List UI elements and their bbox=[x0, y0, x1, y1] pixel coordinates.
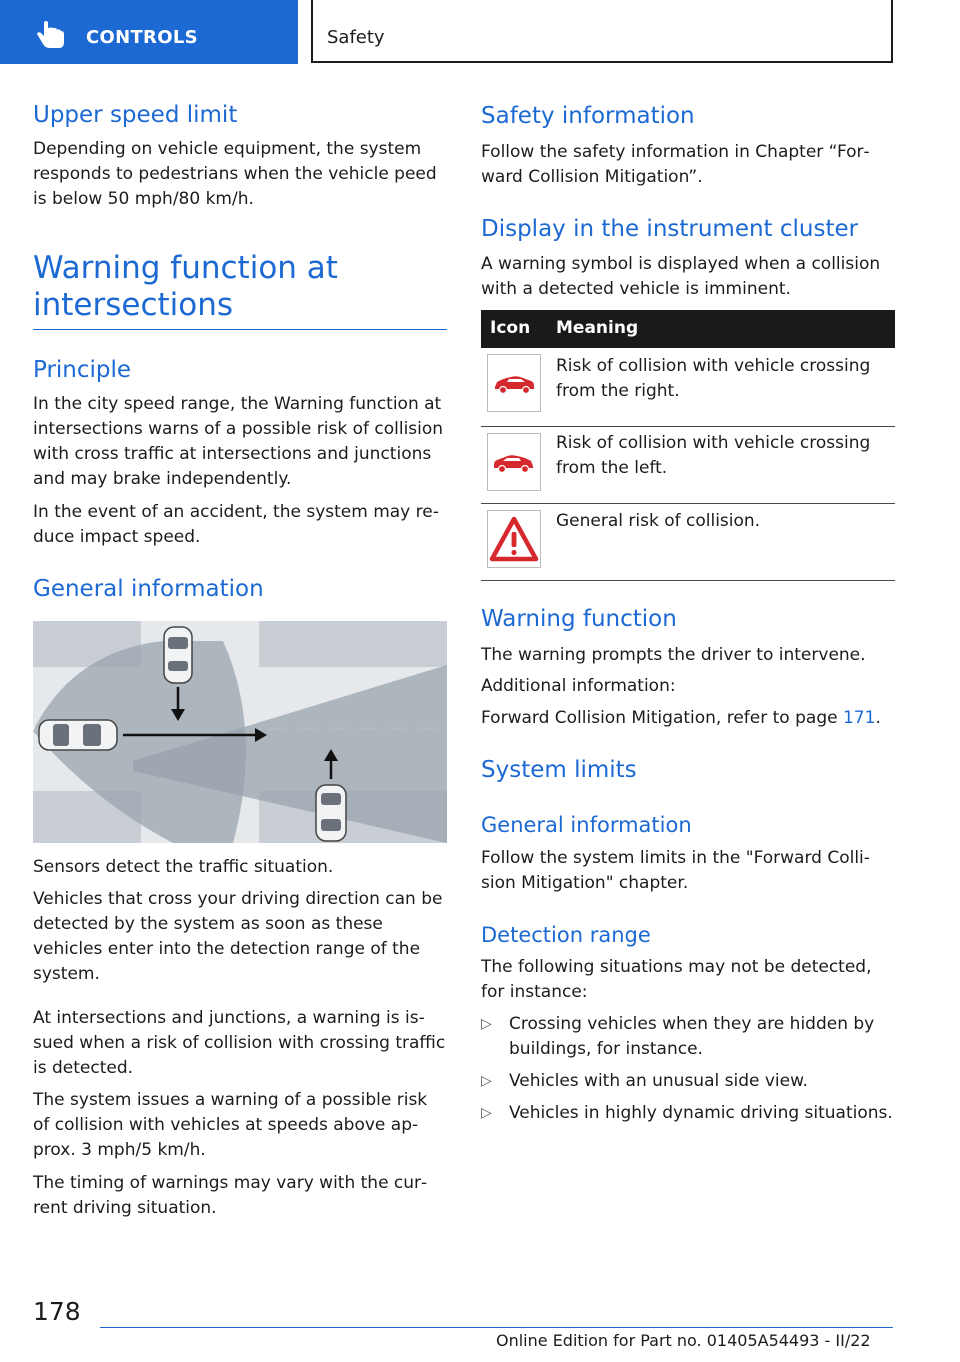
car-top bbox=[164, 627, 192, 683]
reference-period: . bbox=[875, 708, 881, 728]
car-left bbox=[39, 720, 117, 750]
row-meaning: Risk of collision with vehicle crossing from the right. bbox=[556, 356, 871, 401]
warning-function-text-2: Additional information: bbox=[481, 676, 676, 696]
table-row bbox=[481, 348, 895, 427]
warning-triangle-icon bbox=[487, 510, 541, 568]
principle-paragraph-1: In the city speed range, the Warning function at intersections warns of a possible risk of collision with cross traffic at intersections and junctions and may brake independently. bbox=[33, 394, 444, 489]
table-col-meaning: Meaning bbox=[556, 318, 639, 338]
table-row bbox=[481, 503, 895, 581]
principle-heading: Principle bbox=[33, 357, 132, 383]
warning-function-text-1: The warning prompts the driver to intervene. bbox=[481, 645, 866, 665]
detection-range-text: The following situations may not be detected, for instance: bbox=[481, 957, 872, 1002]
warning-intersections-heading: Warning function at intersections bbox=[33, 250, 338, 323]
warning-function-heading: Warning function bbox=[481, 606, 677, 632]
display-cluster-text: A warning symbol is displayed when a collision with a detected vehicle is imminent. bbox=[481, 254, 881, 299]
page-number: 178 bbox=[33, 1297, 81, 1326]
upper-speed-heading: Upper speed limit bbox=[33, 102, 238, 128]
row-meaning: Risk of collision with vehicle crossing from the left. bbox=[556, 433, 871, 478]
general-paragraph-3: At intersections and junctions, a warning is issued when a risk of collision with crossing traffic is detected. bbox=[33, 1008, 446, 1078]
list-item-text: Vehicles in highly dynamic driving situations. bbox=[509, 1103, 893, 1123]
table-col-icon: Icon bbox=[490, 318, 531, 338]
display-cluster-heading: Display in the instrument cluster bbox=[481, 216, 859, 242]
safety-info-text: Follow the safety information in Chapter “Forward Collision Mitigation”. bbox=[481, 142, 870, 187]
general-paragraph-5: The timing of warnings may vary with the current driving situation. bbox=[33, 1173, 428, 1218]
hand-pointer-icon bbox=[34, 20, 68, 50]
edition-footer: Online Edition for Part no. 01405A54493 - II/22 bbox=[496, 1331, 871, 1350]
detection-range-heading: Detection range bbox=[481, 923, 651, 947]
general-paragraph-4: The system issues a warning of a possible risk of collision with vehicles at speeds above approx. 3 mph/5 km/h. bbox=[33, 1090, 428, 1160]
list-item-text: Vehicles with an unusual side view. bbox=[509, 1071, 808, 1091]
intersection-illustration bbox=[33, 621, 447, 843]
bullet-triangle-icon: ▷ bbox=[481, 1016, 492, 1032]
chapter-tab[interactable] bbox=[0, 0, 298, 64]
car-crossing-right-icon bbox=[487, 354, 541, 412]
chapter-label: CONTROLS bbox=[86, 27, 198, 48]
general-paragraph-2: Vehicles that cross your driving direction can be detected by the system as soon as these vehicles enter into the detection range of the system. bbox=[33, 889, 443, 984]
safety-info-heading: Safety information bbox=[481, 103, 695, 129]
principle-paragraph-2: In the event of an accident, the system may reduce impact speed. bbox=[33, 502, 439, 547]
bullet-triangle-icon: ▷ bbox=[481, 1073, 492, 1089]
row-meaning: General risk of collision. bbox=[556, 511, 761, 531]
general-info-heading: General information bbox=[33, 576, 264, 602]
bullet-triangle-icon: ▷ bbox=[481, 1105, 492, 1121]
system-limits-heading: System limits bbox=[481, 757, 637, 783]
general-paragraph-1: Sensors detect the traffic situation. bbox=[33, 857, 334, 877]
table-header bbox=[481, 310, 895, 348]
footer-rule bbox=[100, 1327, 893, 1328]
section-tab[interactable] bbox=[311, 0, 893, 63]
car-bottom bbox=[316, 785, 346, 841]
page-link[interactable]: 171 bbox=[842, 708, 876, 728]
car-crossing-left-icon bbox=[487, 433, 541, 491]
warning-function-text-3 bbox=[481, 706, 895, 731]
table-row bbox=[481, 426, 895, 504]
upper-speed-text: Depending on vehicle equipment, the system responds to pedestrians when the vehicle peed is below 50 mph/80 km/h. bbox=[33, 139, 437, 209]
limits-general-heading: General information bbox=[481, 813, 692, 837]
list-item-text: Crossing vehicles when they are hidden by buildings, for instance. bbox=[509, 1014, 875, 1059]
heading-rule bbox=[33, 329, 447, 330]
limits-general-text: Follow the system limits in the "Forward Collision Mitigation" chapter. bbox=[481, 848, 870, 893]
reference-text: Forward Collision Mitigation, refer to page bbox=[481, 708, 838, 728]
section-label: Safety bbox=[327, 27, 385, 48]
